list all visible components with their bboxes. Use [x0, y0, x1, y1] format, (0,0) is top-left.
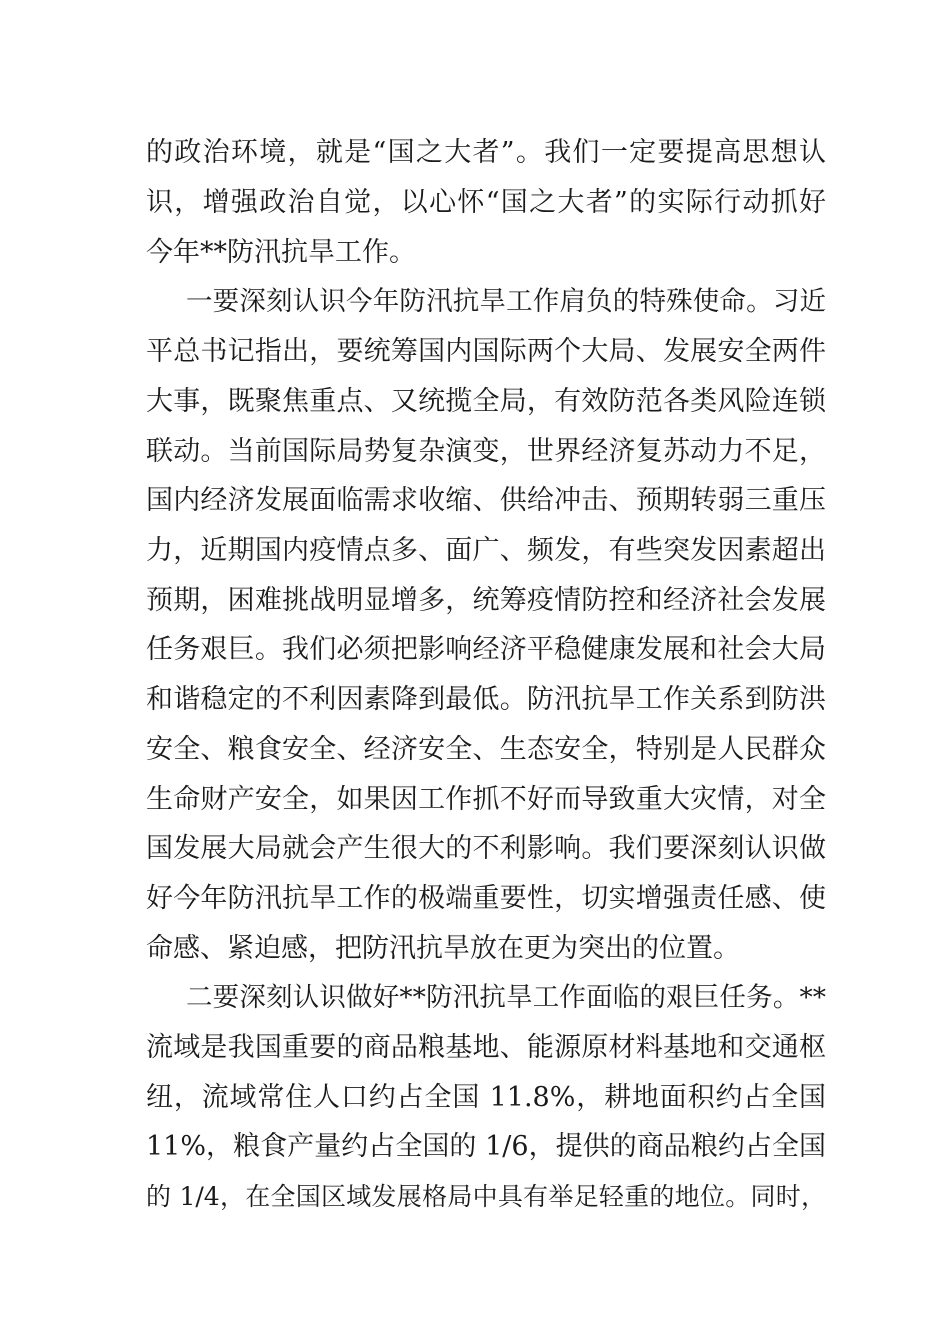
- text-line: 联动。当前国际局势复杂演变，世界经济复苏动力不足，: [146, 436, 826, 467]
- paragraph-first-line: 二要深刻认识做好**防汛抗旱工作面临的艰巨任务。**: [186, 982, 826, 1013]
- text-line: 11%，粮食产量约占全国的 1/6，提供的商品粮约占全国: [146, 1131, 826, 1162]
- text-line: 流域是我国重要的商品粮基地、能源原材料基地和交通枢: [146, 1032, 826, 1063]
- text-line: 安全、粮食安全、经济安全、生态安全，特别是人民群众: [146, 734, 826, 765]
- text-line: 国内经济发展面临需求收缩、供给冲击、预期转弱三重压: [146, 485, 826, 516]
- text-line: 预期，困难挑战明显增多，统筹疫情防控和经济社会发展: [146, 585, 826, 616]
- text-line: 的 1/4，在全国区域发展格局中具有举足轻重的地位。同时，: [146, 1182, 826, 1211]
- text-line: 和谐稳定的不利因素降到最低。防汛抗旱工作关系到防洪: [146, 684, 826, 715]
- text-line: 的政治环境，就是“国之大者”。我们一定要提高思想认: [146, 137, 826, 168]
- text-line: 大事，既聚焦重点、又统揽全局，有效防范各类风险连锁: [146, 386, 826, 417]
- text-line: 力，近期国内疫情点多、面广、频发，有些突发因素超出: [146, 535, 826, 566]
- text-line: 今年**防汛抗旱工作。: [146, 237, 416, 268]
- text-line: 好今年防汛抗旱工作的极端重要性，切实增强责任感、使: [146, 883, 826, 914]
- text-line: 识，增强政治自觉，以心怀“国之大者”的实际行动抓好: [146, 187, 826, 218]
- text-line: 任务艰巨。我们必须把影响经济平稳健康发展和社会大局: [146, 634, 826, 665]
- text-line: 生命财产安全，如果因工作抓不好而导致重大灾情，对全: [146, 784, 826, 815]
- text-line: 平总书记指出，要统筹国内国际两个大局、发展安全两件: [146, 336, 826, 367]
- text-line: 命感、紧迫感，把防汛抗旱放在更为突出的位置。: [146, 933, 740, 964]
- text-line: 国发展大局就会产生很大的不利影响。我们要深刻认识做: [146, 833, 826, 864]
- text-line: 纽，流域常住人口约占全国 11.8%，耕地面积约占全国: [146, 1082, 826, 1113]
- paragraph-first-line: 一要深刻认识今年防汛抗旱工作肩负的特殊使命。习近: [186, 286, 826, 317]
